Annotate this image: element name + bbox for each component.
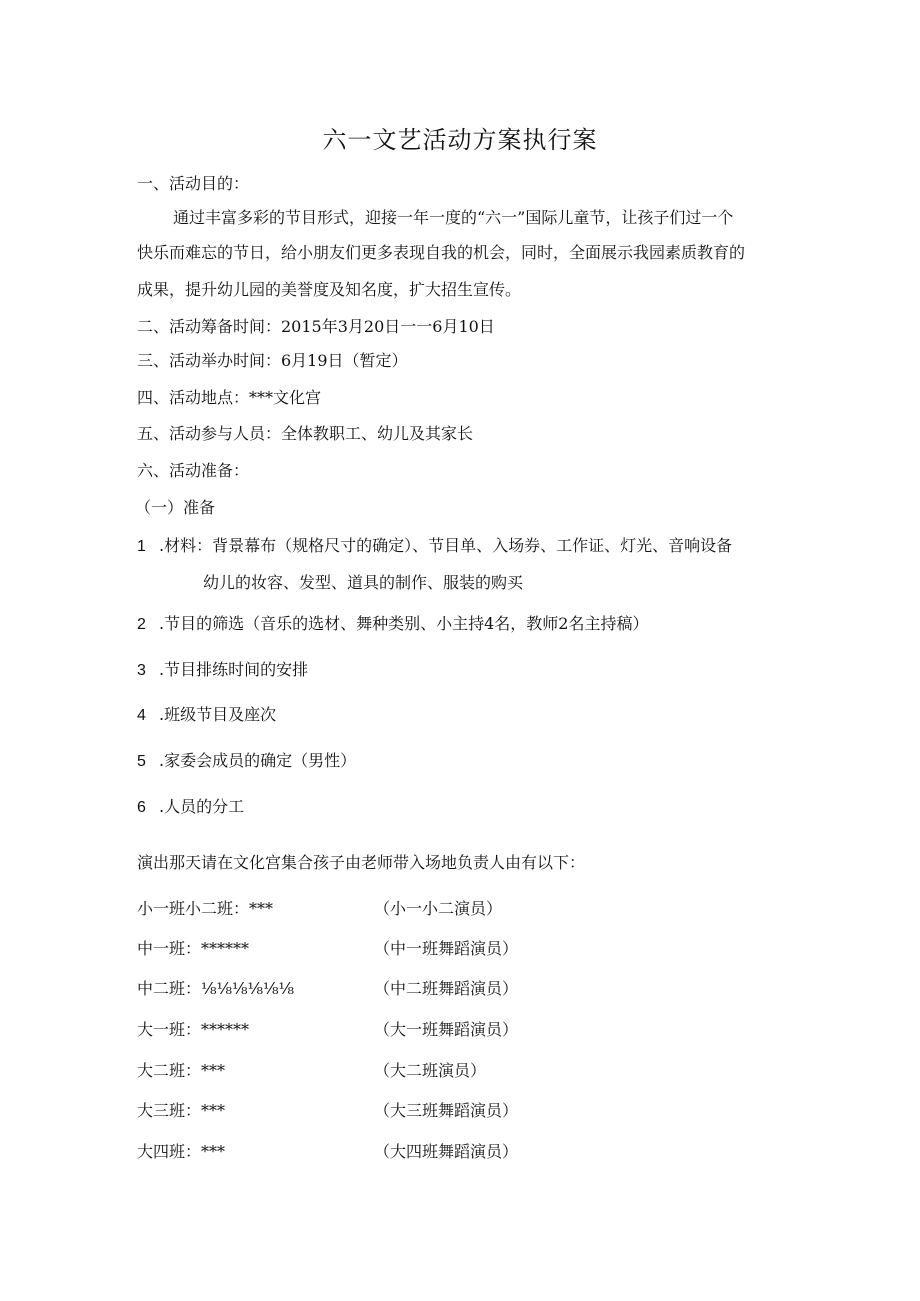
list-item-number: 3 bbox=[137, 662, 146, 679]
class-role: （大三班舞蹈演员） bbox=[374, 1101, 519, 1120]
list-item-text: .人员的分工 bbox=[159, 797, 245, 816]
class-role: （中一班舞蹈演员） bbox=[374, 939, 519, 958]
class-role: （大四班舞蹈演员） bbox=[374, 1142, 519, 1161]
class-role: （大二班演员） bbox=[374, 1061, 487, 1080]
list-item-number: 6 bbox=[137, 799, 146, 816]
section-1-heading: 一、活动目的： bbox=[137, 174, 250, 193]
class-name: 中二班：⅛⅛⅛⅛⅛⅛ bbox=[137, 979, 295, 998]
section-1-paragraph-line-2: 快乐而难忘的节日，给小朋友们更多表现自我的机会，同时，全面展示我园素质教育的 bbox=[137, 243, 746, 262]
list-item-number: 5 bbox=[137, 753, 146, 770]
subsection-preparation: （一）准备 bbox=[135, 498, 216, 517]
class-role: （小一小二演员） bbox=[374, 899, 503, 918]
list-item-text: .材料：背景幕布（规格尺寸的确定）、节目单、入场券、工作证、灯光、音响设备 bbox=[159, 536, 733, 555]
section-4-location: 四、活动地点：***文化宫 bbox=[137, 388, 322, 407]
list-item-text: .节目的筛选（音乐的选材、舞种类别、小主持4名，教师2名主持稿） bbox=[159, 614, 649, 633]
section-2-prep-time: 二、活动筹备时间：2015年3月20日一一6月10日 bbox=[137, 317, 495, 336]
list-item-number: 2 bbox=[137, 616, 146, 633]
list-item-text: .家委会成员的确定（男性） bbox=[159, 751, 357, 770]
class-name: 大四班：*** bbox=[137, 1142, 226, 1161]
class-role: （中二班舞蹈演员） bbox=[374, 979, 519, 998]
performance-intro: 演出那天请在文化宫集合孩子由老师带入场地负责人由有以下： bbox=[137, 853, 586, 872]
class-name: 中一班：****** bbox=[137, 939, 250, 958]
list-item-number: 4 bbox=[137, 707, 146, 724]
section-1-paragraph-line-1: 通过丰富多彩的节目形式，迎接一年一度的“六一”国际儿童节，让孩子们过一个 bbox=[173, 208, 734, 227]
section-5-participants: 五、活动参与人员：全体教职工、幼儿及其家长 bbox=[137, 424, 474, 443]
list-item-text: .班级节目及座次 bbox=[159, 705, 277, 724]
list-item-text: .节目排练时间的安排 bbox=[159, 660, 309, 679]
class-name: 大三班：*** bbox=[137, 1101, 226, 1120]
list-item bbox=[137, 751, 356, 772]
list-item bbox=[137, 705, 276, 726]
section-3-event-time: 三、活动举办时间：6月19日（暂定） bbox=[137, 351, 408, 370]
list-item bbox=[137, 536, 732, 557]
list-item bbox=[137, 660, 308, 681]
class-role: （大一班舞蹈演员） bbox=[374, 1020, 519, 1039]
section-1-paragraph-line-3: 成果，提升幼儿园的美誉度及知名度，扩大招生宣传。 bbox=[137, 280, 522, 299]
class-name: 小一班小二班：*** bbox=[137, 899, 274, 918]
section-6-heading: 六、活动准备： bbox=[137, 461, 250, 480]
document-title: 六一文艺活动方案执行案 bbox=[322, 126, 598, 154]
class-name: 大一班：****** bbox=[137, 1020, 250, 1039]
class-name: 大二班：*** bbox=[137, 1061, 226, 1080]
list-item-number: 1 bbox=[137, 538, 146, 555]
list-item-continuation: 幼儿的妆容、发型、道具的制作、服装的购买 bbox=[203, 573, 524, 592]
list-item bbox=[137, 797, 244, 818]
list-item bbox=[137, 614, 648, 635]
